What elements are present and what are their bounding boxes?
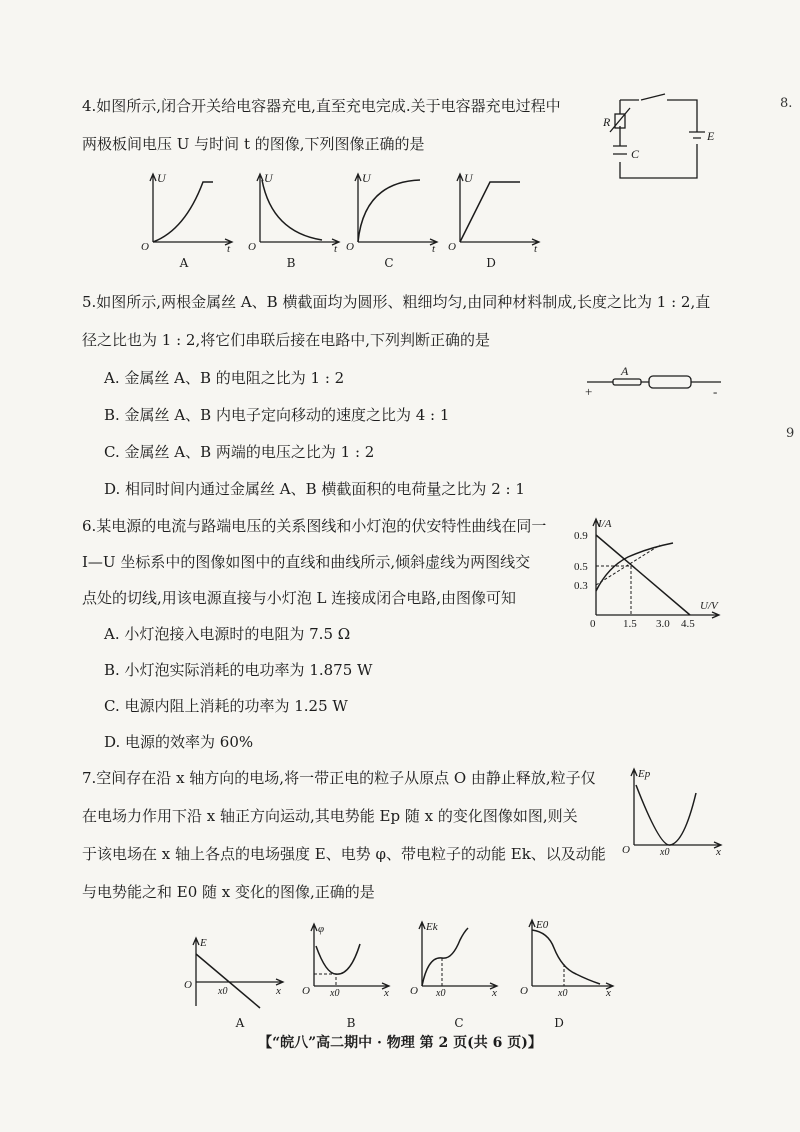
ytick-0-5: 0.5	[574, 561, 588, 573]
q6-option-c: C. 电源内阻上消耗的功率为 1.25 W	[104, 697, 348, 715]
axis-u: U	[362, 171, 371, 185]
axis-t: t	[432, 243, 436, 255]
x-label: x	[276, 985, 281, 997]
q4-circuit-diagram	[605, 92, 725, 184]
origin: O	[622, 844, 630, 856]
q6-option-d: D. 电源的效率为 60%	[104, 733, 254, 751]
q7-graph-b	[300, 922, 395, 1000]
axis-t: t	[334, 243, 338, 255]
x0-label: x0	[330, 988, 340, 999]
axis-u: U	[264, 171, 273, 185]
circuit-label-e: E	[707, 129, 715, 143]
minus-terminal: -	[713, 384, 718, 399]
x-label: x	[716, 846, 721, 858]
q6-stem-line2: I—U 坐标系中的图像如图中的直线和曲线所示,倾斜虚线为两图线交	[82, 553, 531, 571]
origin: 0	[590, 618, 596, 630]
axis-t: t	[227, 243, 231, 255]
xtick-3-0: 3.0	[656, 618, 670, 630]
q5-option-b: B. 金属丝 A、B 内电子定向移动的速度之比为 4 : 1	[104, 406, 450, 424]
ytick-0-9: 0.9	[574, 530, 588, 542]
axis-u: U	[157, 171, 166, 185]
q7-stem-line4: 与电势能之和 E0 随 x 变化的图像,正确的是	[82, 883, 375, 901]
plus-terminal: +	[585, 384, 593, 399]
q4-caption-c: C	[384, 256, 394, 270]
q7-stem-line2: 在电场力作用下沿 x 轴正方向运动,其电势能 Ep 随 x 的变化图像如图,则关	[82, 807, 578, 825]
ytick-0-3: 0.3	[574, 580, 588, 592]
e-label: E	[200, 937, 207, 949]
q6-option-a: A. 小灯泡接入电源时的电阻为 7.5 Ω	[104, 625, 351, 643]
axis-t: t	[534, 243, 538, 255]
q6-option-b: B. 小灯泡实际消耗的电功率为 1.875 W	[104, 661, 373, 679]
e0-label: E0	[536, 919, 549, 931]
q4-caption-b: B	[286, 256, 296, 270]
circuit-label-c: C	[631, 147, 640, 161]
q7-graph-a	[182, 936, 287, 1014]
q6-stem-line3: 点处的切线,用该电源直接与小灯泡 L 连接成闭合电路,由图像可知	[82, 589, 517, 607]
xlabel: U/V	[700, 600, 718, 612]
q4-stem-line2: 两极板间电压 U 与时间 t 的图像,下列图像正确的是	[82, 135, 425, 153]
x0-label: x0	[558, 988, 568, 999]
x0-label: x0	[660, 847, 670, 858]
q4-stem-line1: 4.如图所示,闭合开关给电容器充电,直至充电完成.关于电容器充电过程中	[82, 97, 561, 115]
q6-stem-line1: 6.某电源的电流与路端电压的关系图线和小灯泡的伏安特性曲线在同一	[82, 517, 547, 535]
origin: O	[302, 985, 310, 997]
origin: O	[141, 241, 149, 253]
edge-mark-8: 8.	[780, 96, 793, 111]
q5-stem-line1: 5.如图所示,两根金属丝 A、B 横截面均为圆形、粗细均匀,由同种材料制成,长度之比为 1 : 2,直	[82, 293, 711, 311]
q7-caption-b: B	[346, 1016, 356, 1030]
origin: O	[346, 241, 354, 253]
origin: O	[248, 241, 256, 253]
q7-caption-d: D	[554, 1016, 564, 1030]
q4-graph-a	[141, 170, 235, 255]
q7-stem-line1: 7.空间存在沿 x 轴方向的电场,将一带正电的粒子从原点 O 由静止释放,粒子仅	[82, 769, 596, 787]
ep-label: Ep	[638, 768, 651, 780]
q7-caption-a: A	[235, 1016, 245, 1030]
xtick-4-5: 4.5	[681, 618, 695, 630]
q7-ep-graph	[620, 765, 730, 857]
q5-option-d: D. 相同时间内通过金属丝 A、B 横截面积的电荷量之比为 2 : 1	[104, 480, 525, 498]
q4-graph-d	[448, 170, 542, 255]
edge-mark-9: 9	[786, 426, 795, 441]
xtick-1-5: 1.5	[623, 618, 637, 630]
ek-label: Ek	[426, 921, 438, 933]
q7-stem-line3: 于该电场在 x 轴上各点的电场强度 E、电势 φ、带电粒子的动能 Ek、以及动能	[82, 845, 606, 863]
q6-iu-graph	[574, 515, 728, 630]
origin: O	[520, 985, 528, 997]
q7-graph-c	[408, 920, 503, 998]
q4-graph-c	[346, 170, 440, 255]
q7-caption-c: C	[454, 1016, 464, 1030]
q7-graph-d	[518, 918, 618, 998]
q5-option-a: A. 金属丝 A、B 的电阻之比为 1 : 2	[104, 369, 345, 387]
x0-label: x0	[218, 986, 228, 997]
q4-caption-a: A	[179, 256, 189, 270]
q5-wire-diagram	[585, 366, 725, 400]
page-footer: 【“皖八”高二期中 · 物理 第 2 页(共 6 页)】	[258, 1035, 542, 1051]
phi-label: φ	[318, 923, 325, 935]
q5-option-c: C. 金属丝 A、B 两端的电压之比为 1 : 2	[104, 443, 375, 461]
x-label: x	[384, 987, 389, 999]
q4-caption-d: D	[486, 256, 496, 270]
ylabel: I/A	[598, 518, 612, 530]
x-label: x	[492, 987, 497, 999]
x-label: x	[606, 987, 611, 999]
origin: O	[184, 979, 192, 991]
wire-label-a: A	[621, 364, 629, 378]
q4-graph-b	[248, 170, 342, 255]
circuit-label-r: R	[603, 115, 611, 129]
axis-u: U	[464, 171, 473, 185]
q5-stem-line2: 径之比也为 1 : 2,将它们串联后接在电路中,下列判断正确的是	[82, 331, 490, 349]
x0-label: x0	[436, 988, 446, 999]
origin: O	[448, 241, 456, 253]
origin: O	[410, 985, 418, 997]
